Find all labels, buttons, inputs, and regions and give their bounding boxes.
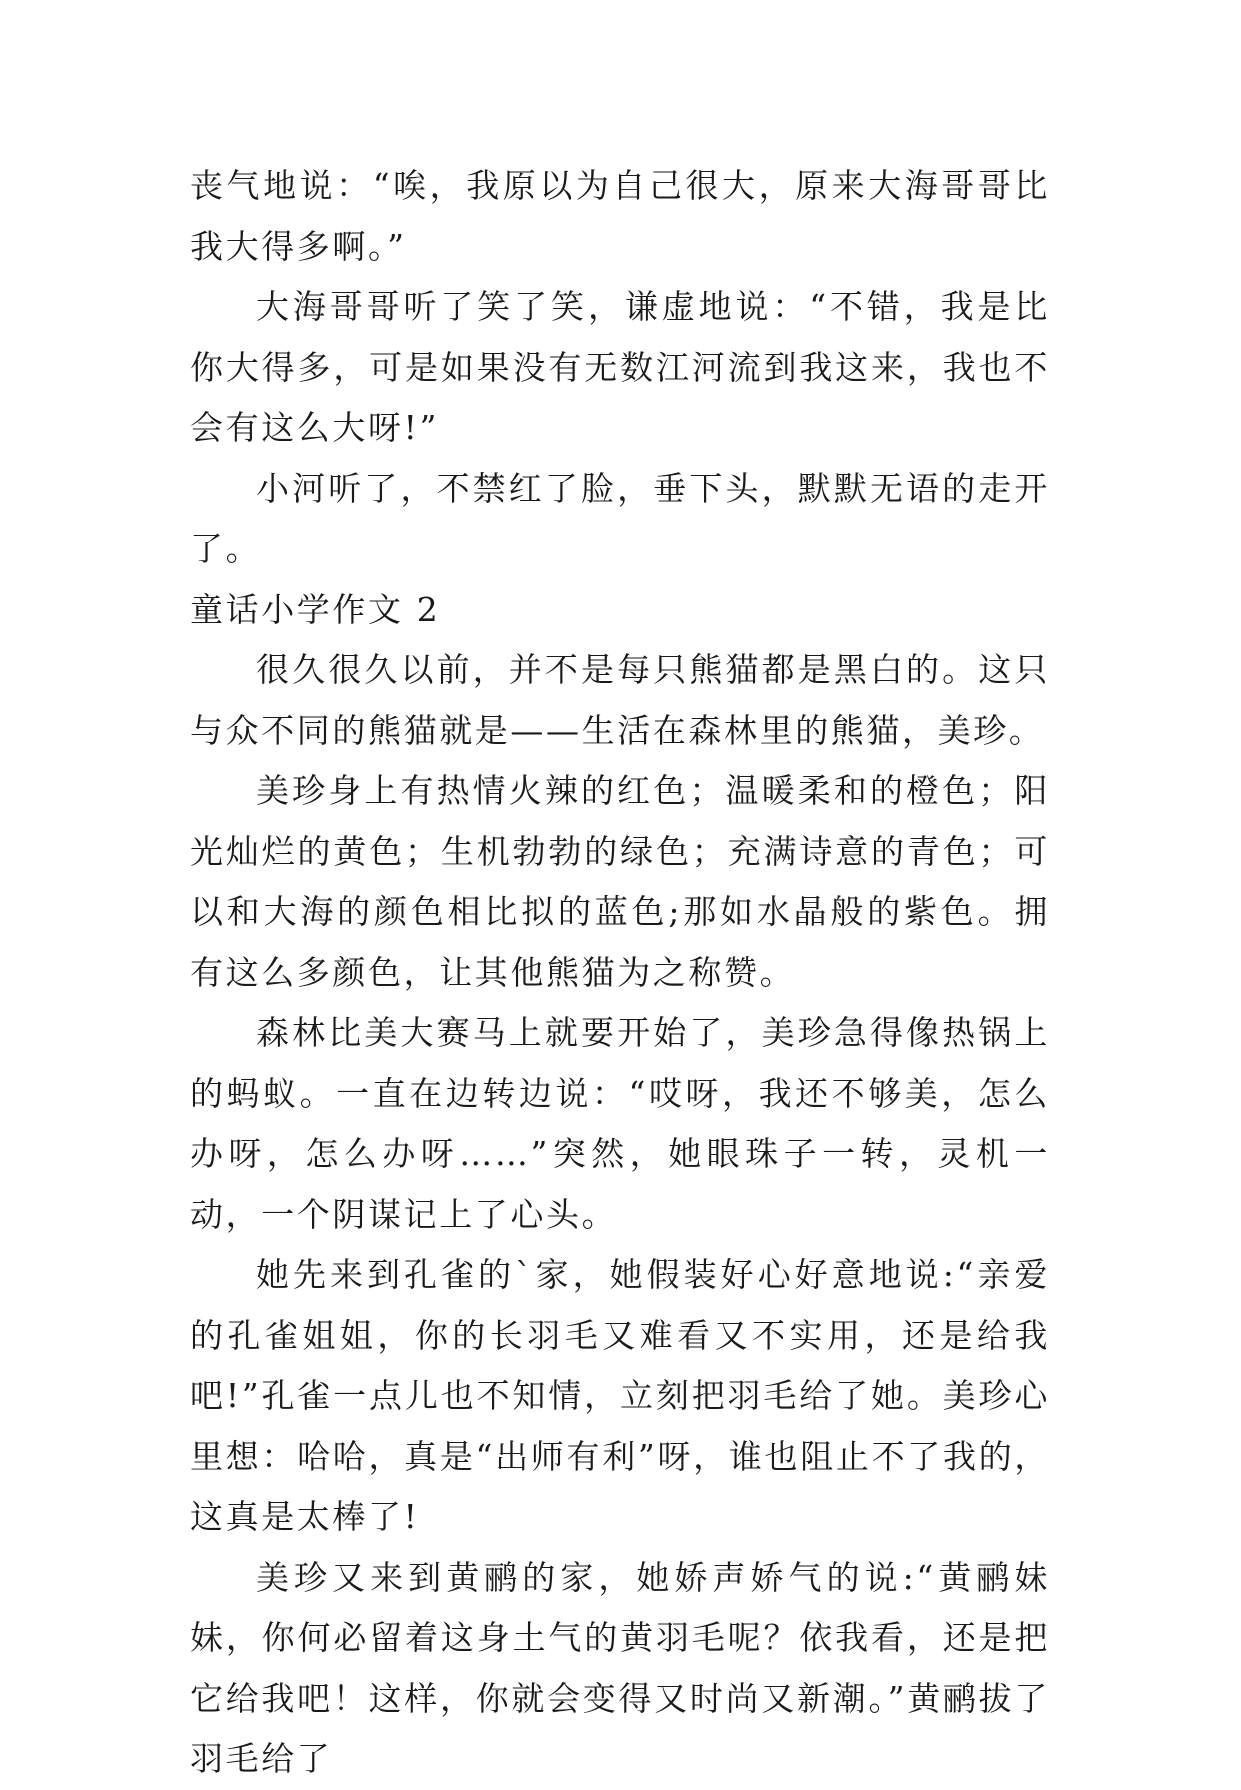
paragraph: 丧气地说：“唉，我原以为自己很大，原来大海哥哥比我大得多啊。”	[190, 166, 1050, 266]
paragraph: 美珍又来到黄鹂的家，她娇声娇气的说:“黄鹂妹妹，你何必留着这身土气的黄羽毛呢？依我看，还是把它给我吧！这样，你就会变得又时尚又新潮。”黄鹂拔了羽毛给了	[190, 1557, 1050, 1778]
paragraph: 美珍身上有热情火辣的红色；温暖柔和的橙色；阳光灿烂的黄色；生机勃勃的绿色；充满诗意的青色；可以和大海的颜色相比拟的蓝色;那如水晶般的紫色。拥有这么多颜色，让其他熊猫为之称赞。	[190, 771, 1050, 992]
paragraph: 很久很久以前，并不是每只熊猫都是黑白的。这只与众不同的熊猫就是——生活在森林里的熊猫，美珍。	[190, 650, 1050, 750]
document-body	[190, 156, 1050, 1790]
paragraph: 森林比美大赛马上就要开始了，美珍急得像热锅上的蚂蚁。一直在边转边说：“哎呀，我还不够美，怎么办呀，怎么办呀……”突然，她眼珠子一转，灵机一动，一个阴谋记上了心头。	[190, 1013, 1050, 1234]
paragraph: 她先来到孔雀的`家，她假装好心好意地说:“亲爱的孔雀姐姐，你的长羽毛又难看又不实用，还是给我吧!”孔雀一点儿也不知情，立刻把羽毛给了她。美珍心里想：哈哈，真是“出师有利”呀，谁也阻止不了我的，这真是太棒了!	[190, 1255, 1050, 1536]
paragraph: 大海哥哥听了笑了笑，谦虚地说：“不错，我是比你大得多，可是如果没有无数江河流到我这来，我也不会有这么大呀!”	[190, 287, 1050, 447]
section-heading: 童话小学作文 2	[190, 589, 441, 629]
paragraph: 小河听了，不禁红了脸，垂下头，默默无语的走开了。	[190, 468, 1050, 568]
